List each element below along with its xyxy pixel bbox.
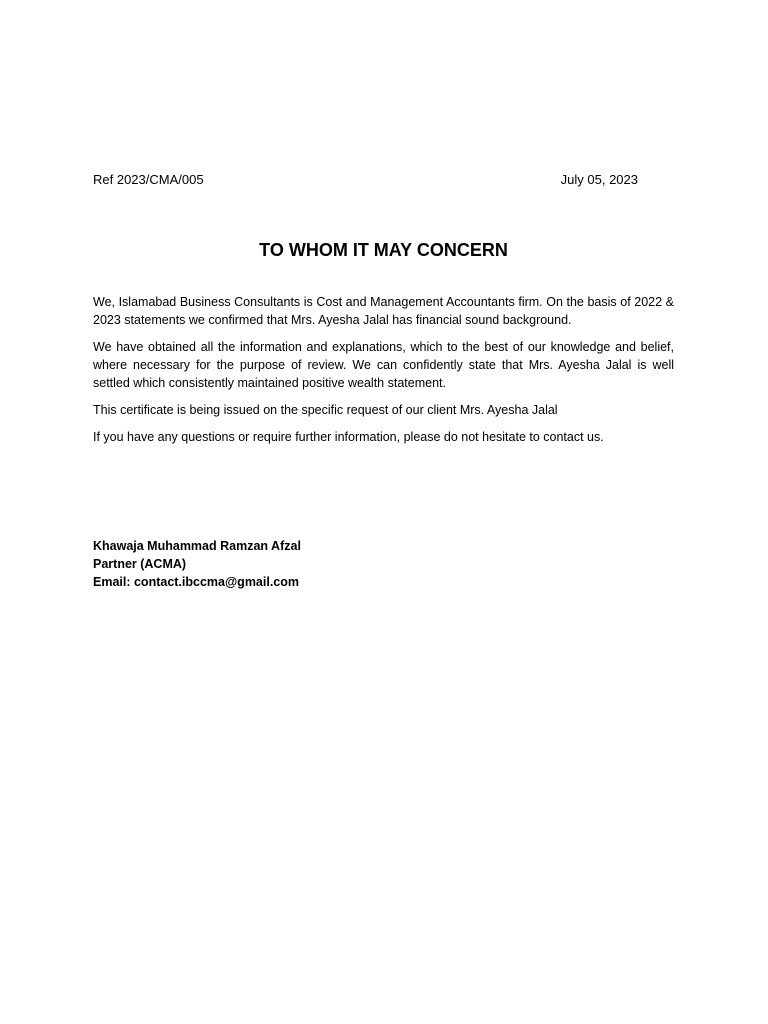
reference-row [93, 171, 638, 188]
paragraph-intro: We, Islamabad Business Consultants is Cost and Management Accountants firm. On the basis of 2022 & 2023 statements we confirmed that Mrs. Ayesha Jalal has financial sound background. [93, 295, 674, 327]
letter-date: July 05, 2023 [560, 172, 638, 187]
signatory-position: Partner (ACMA) [93, 557, 187, 571]
reference-number: Ref 2023/CMA/005 [93, 172, 204, 187]
signatory-name: Khawaja Muhammad Ramzan Afzal [93, 539, 301, 553]
paragraph-contact: If you have any questions or require further information, please do not hesitate to contact us. [93, 430, 604, 444]
paragraph-review: We have obtained all the information and explanations, which to the best of our knowledge and belief, where necessary for the purpose of review. We can confidently state that Mrs. Ayesha Jalal is well settled which consistently maintained positive wealth statement. [93, 340, 674, 390]
signature-block [93, 537, 493, 591]
signatory-email: Email: contact.ibccma@gmail.com [93, 575, 299, 589]
letter-title: TO WHOM IT MAY CONCERN [259, 240, 508, 260]
letter-body [93, 293, 674, 455]
paragraph-certificate: This certificate is being issued on the specific request of our client Mrs. Ayesha Jalal [93, 403, 558, 417]
